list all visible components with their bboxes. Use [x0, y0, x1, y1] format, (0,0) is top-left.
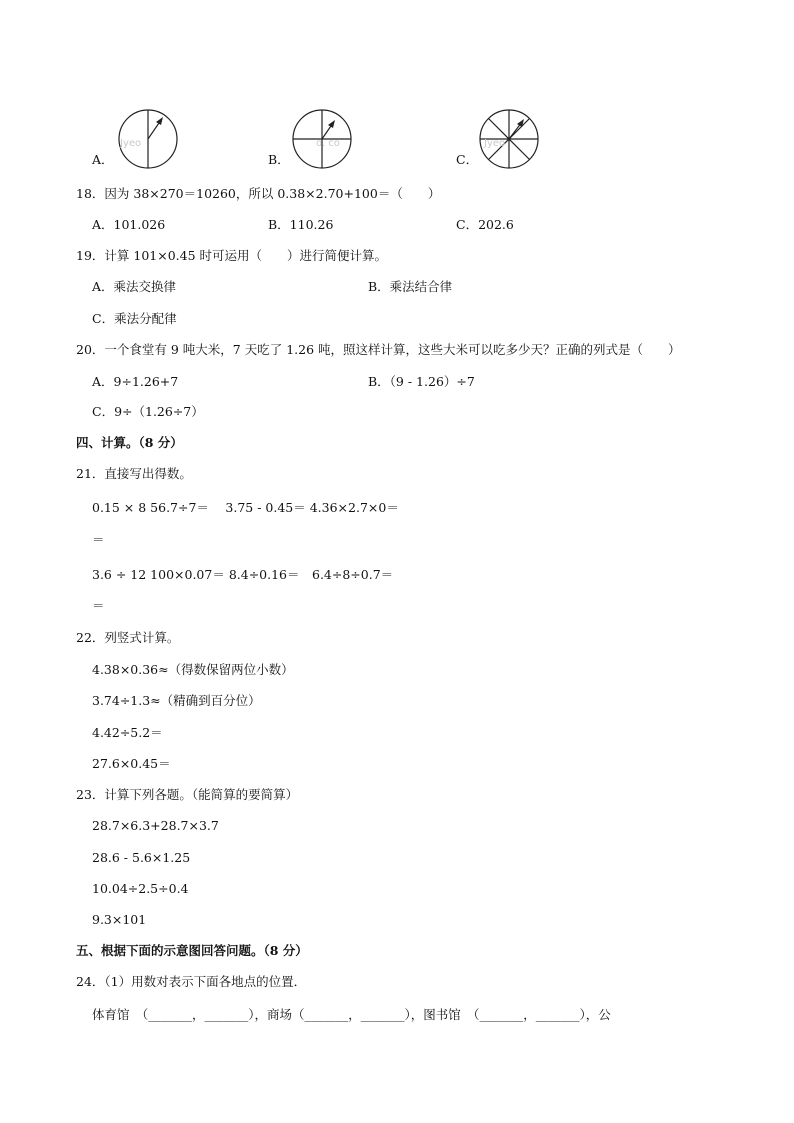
spinner-c-graphic: [478, 108, 540, 170]
question-23-stem: 23．计算下列各题。（能简算的要简算）: [76, 787, 299, 802]
watermark-text: Jyeo: [120, 138, 142, 149]
question-21-row-2-continued: ＝: [92, 598, 105, 613]
spinner-option-c: [478, 108, 540, 170]
question-23-item: 9.3×101: [92, 912, 147, 927]
spinner-option-a: [117, 108, 179, 170]
section-5-title: 五、根据下面的示意图回答问题。（8 分）: [76, 943, 308, 958]
watermark-text: Jyeo: [484, 138, 506, 149]
question-22-stem: 22．列竖式计算。: [76, 630, 180, 645]
question-24-blanks-line: 体育馆 （_______，_______），商场（_______，_______），图书馆 （_______，_______），公: [92, 1007, 611, 1022]
question-23-item: 28.7×6.3+28.7×3.7: [92, 818, 219, 833]
question-22-item: 3.74÷1.3≈（精确到百分位）: [92, 693, 261, 708]
question-20-stem: 20．一个食堂有 9 吨大米，7 天吃了 1.26 吨，照这样计算，这些大米可以吃多少天？正确的列式是（ ）: [76, 342, 681, 357]
spinner-b-graphic: [291, 108, 353, 170]
question-22-item: 4.42÷5.2＝: [92, 725, 163, 740]
question-23-item: 10.04÷2.5÷0.4: [92, 881, 189, 896]
question-18-option-a: A．101.026: [92, 217, 166, 232]
question-21-row-1-continued: ＝: [92, 532, 105, 547]
section-4-title: 四、计算。（8 分）: [76, 435, 183, 450]
question-22-item: 27.6×0.45＝: [92, 756, 171, 771]
spinner-a-graphic: [117, 108, 179, 170]
question-18-option-b: B．110.26: [268, 217, 334, 232]
question-21-stem: 21．直接写出得数。: [76, 466, 192, 481]
question-21-row-2: 3.6 ÷ 12 100×0.07＝ 8.4÷0.16＝ 6.4÷8÷0.7＝: [92, 567, 394, 582]
question-18-stem: 18．因为 38×270＝10260，所以 0.38×2.70+100＝（ ）: [76, 186, 441, 201]
question-20-option-c: C．9÷（1.26÷7）: [92, 404, 204, 419]
question-19-option-a: A．乘法交换律: [92, 279, 177, 294]
question-19-stem: 19．计算 101×0.45 时可运用（ ）进行简便计算。: [76, 248, 388, 263]
question-22-item: 4.38×0.36≈（得数保留两位小数）: [92, 662, 294, 677]
option-b-label: B．: [268, 152, 290, 167]
spinner-option-b: [291, 108, 353, 170]
question-24-stem: 24．（1）用数对表示下面各地点的位置．: [76, 974, 307, 989]
watermark-text: o. co: [316, 138, 340, 149]
question-20-option-a: A．9÷1.26+7: [92, 374, 179, 389]
question-21-row-1: 0.15 × 8 56.7÷7＝ 3.75 - 0.45＝ 4.36×2.7×0＝: [92, 500, 399, 515]
question-19-option-c: C．乘法分配律: [92, 311, 177, 326]
question-20-option-b: B．（9 - 1.26）÷7: [368, 374, 475, 389]
option-c-label: C．: [456, 152, 479, 167]
question-18-option-c: C．202.6: [456, 217, 514, 232]
question-23-item: 28.6 - 5.6×1.25: [92, 850, 191, 865]
option-a-label: A．: [92, 152, 114, 167]
question-19-option-b: B．乘法结合律: [368, 279, 453, 294]
